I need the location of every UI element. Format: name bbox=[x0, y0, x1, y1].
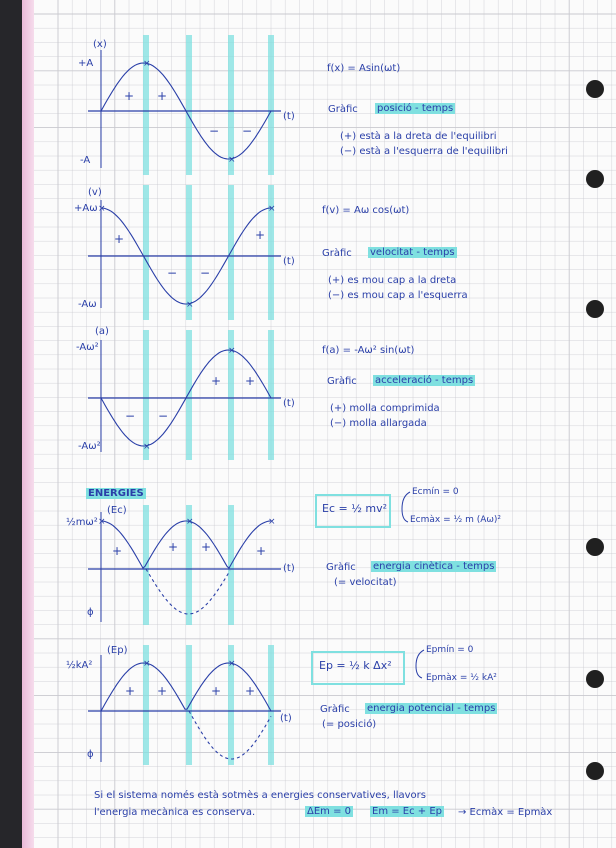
conclusion-highlight-1: ΔEm = 0 bbox=[307, 806, 351, 817]
ec-branch-arrow bbox=[402, 492, 410, 522]
g1-minus-2: − bbox=[242, 124, 253, 138]
binder-hole-5 bbox=[586, 670, 604, 688]
ec-note: (= velocitat) bbox=[334, 577, 397, 588]
g3-ylabel: (a) bbox=[95, 326, 109, 337]
g1-top-label: +A bbox=[78, 58, 94, 69]
cyan-band bbox=[268, 35, 274, 175]
g2-minus-1: − bbox=[167, 266, 178, 280]
cyan-band bbox=[268, 645, 274, 765]
conclusion-highlight-2: Em = Ec + Ep bbox=[372, 806, 443, 817]
g2-minus-2: − bbox=[200, 266, 211, 280]
ec-max: Ecmàx = ½ m (Aω)² bbox=[410, 515, 502, 525]
ec-plus-2: + bbox=[168, 540, 179, 554]
g1-plus-1: + bbox=[124, 89, 135, 103]
ep-plus-1: + bbox=[125, 684, 136, 698]
binder-hole-1 bbox=[586, 80, 604, 98]
g3-minus-1: − bbox=[125, 409, 136, 423]
ec-plus-4: + bbox=[256, 544, 267, 558]
g2-plus-1: + bbox=[114, 232, 125, 246]
ec-formula: Ec = ½ mv² bbox=[322, 502, 388, 515]
ec-plus-1: + bbox=[112, 544, 123, 558]
binder-hole-2 bbox=[586, 170, 604, 188]
energies-title: ENERGIES bbox=[88, 488, 144, 499]
ep-plus-2: + bbox=[157, 684, 168, 698]
ep-plus-4: + bbox=[245, 684, 256, 698]
g2-top-label: +Aω bbox=[74, 203, 98, 214]
ep-top-label: ½kA² bbox=[66, 660, 93, 671]
ec-grafic: Gràfic bbox=[326, 562, 356, 573]
peak-marker: × bbox=[228, 346, 236, 356]
g1-plus-2: + bbox=[157, 89, 168, 103]
g2-t-label: (t) bbox=[283, 256, 295, 267]
ep-ylabel: (Ep) bbox=[107, 645, 128, 656]
g3-minus-2: − bbox=[158, 409, 169, 423]
peak-marker: × bbox=[98, 204, 106, 214]
g3-note-2: (−) molla allargada bbox=[330, 418, 427, 429]
ep-min: Epmín = 0 bbox=[426, 645, 474, 655]
g3-grafic-highlight: acceleració - temps bbox=[375, 375, 474, 386]
peak-marker: × bbox=[268, 204, 276, 214]
peak-marker: × bbox=[228, 659, 236, 669]
g3-t-label: (t) bbox=[283, 398, 295, 409]
cyan-band bbox=[143, 330, 149, 460]
g2-ylabel: (v) bbox=[88, 187, 102, 198]
ec-t-label: (t) bbox=[283, 563, 295, 574]
g2-formula: f(v) = Aω cos(ωt) bbox=[322, 205, 410, 216]
g1-formula: f(x) = Asin(ωt) bbox=[327, 63, 401, 74]
peak-marker: × bbox=[186, 517, 194, 527]
ep-max: Epmàx = ½ kA² bbox=[426, 673, 497, 683]
g1-minus-1: − bbox=[209, 124, 220, 138]
peak-marker: × bbox=[98, 517, 106, 527]
g1-grafic: Gràfic bbox=[328, 104, 358, 115]
g3-grafic: Gràfic bbox=[327, 376, 357, 387]
peak-marker: × bbox=[143, 59, 151, 69]
ep-plus-3: + bbox=[211, 684, 222, 698]
ec-top-label: ½mω² bbox=[66, 517, 98, 528]
ep-grafic-highlight: energia potencial - temps bbox=[367, 703, 496, 714]
peak-marker: × bbox=[228, 155, 236, 165]
binder-hole-6 bbox=[586, 762, 604, 780]
g1-ylabel: (x) bbox=[93, 39, 107, 50]
g1-grafic-highlight: posició - temps bbox=[377, 103, 454, 114]
ep-formula: Ep = ½ k Δx² bbox=[319, 659, 392, 672]
ec-min: Ecmín = 0 bbox=[412, 487, 459, 497]
g3-plus-1: + bbox=[211, 374, 222, 388]
g3-top-label: -Aω² bbox=[76, 342, 99, 353]
conclusion-tail: → Ecmàx = Epmàx bbox=[458, 807, 553, 818]
peak-marker: × bbox=[268, 517, 276, 527]
g3-bottom-label: -Aω² bbox=[78, 441, 101, 452]
cyan-band bbox=[228, 35, 234, 175]
conclusion-line-2: l'energia mecànica es conserva. bbox=[94, 807, 256, 818]
g2-plus-2: + bbox=[255, 228, 266, 242]
g2-bottom-label: -Aω bbox=[78, 299, 97, 310]
peak-marker: × bbox=[186, 300, 194, 310]
g2-grafic: Gràfic bbox=[322, 248, 352, 259]
g1-bottom-label: -A bbox=[80, 155, 91, 166]
g3-formula: f(a) = -Aω² sin(ωt) bbox=[322, 345, 415, 356]
g2-grafic-highlight: velocitat - temps bbox=[370, 247, 455, 258]
ep-branch-arrow bbox=[416, 650, 424, 678]
g2-note-2: (−) es mou cap a l'esquerra bbox=[328, 290, 468, 301]
ep-t-label: (t) bbox=[280, 713, 292, 724]
g1-t-label: (t) bbox=[283, 111, 295, 122]
cyan-band bbox=[143, 35, 149, 175]
binder-hole-4 bbox=[586, 538, 604, 556]
ec-zero-label: ϕ bbox=[87, 607, 94, 618]
binder-hole-3 bbox=[586, 300, 604, 318]
peak-marker: × bbox=[143, 659, 151, 669]
g2-note-1: (+) es mou cap a la dreta bbox=[328, 275, 457, 286]
ep-note: (= posició) bbox=[322, 719, 377, 730]
cyan-band bbox=[186, 35, 192, 175]
cyan-band bbox=[186, 330, 192, 460]
g3-plus-2: + bbox=[245, 374, 256, 388]
cyan-band bbox=[143, 185, 149, 320]
ec-ylabel: (Ec) bbox=[107, 505, 127, 516]
cyan-highlight-bands bbox=[143, 35, 274, 765]
g3-note-1: (+) molla comprimida bbox=[330, 403, 440, 414]
ep-zero-label: ϕ bbox=[87, 749, 94, 760]
peak-marker: × bbox=[143, 442, 151, 452]
g1-note-2: (−) està a l'esquerra de l'equilibri bbox=[340, 146, 508, 157]
conclusion-line-1: Si el sistema només està sotmès a energies conservatives, llavors bbox=[94, 790, 426, 801]
ep-grafic: Gràfic bbox=[320, 704, 350, 715]
ec-grafic-highlight: energia cinètica - temps bbox=[373, 561, 495, 572]
g1-note-1: (+) està a la dreta de l'equilibri bbox=[340, 131, 497, 142]
ec-plus-3: + bbox=[201, 540, 212, 554]
